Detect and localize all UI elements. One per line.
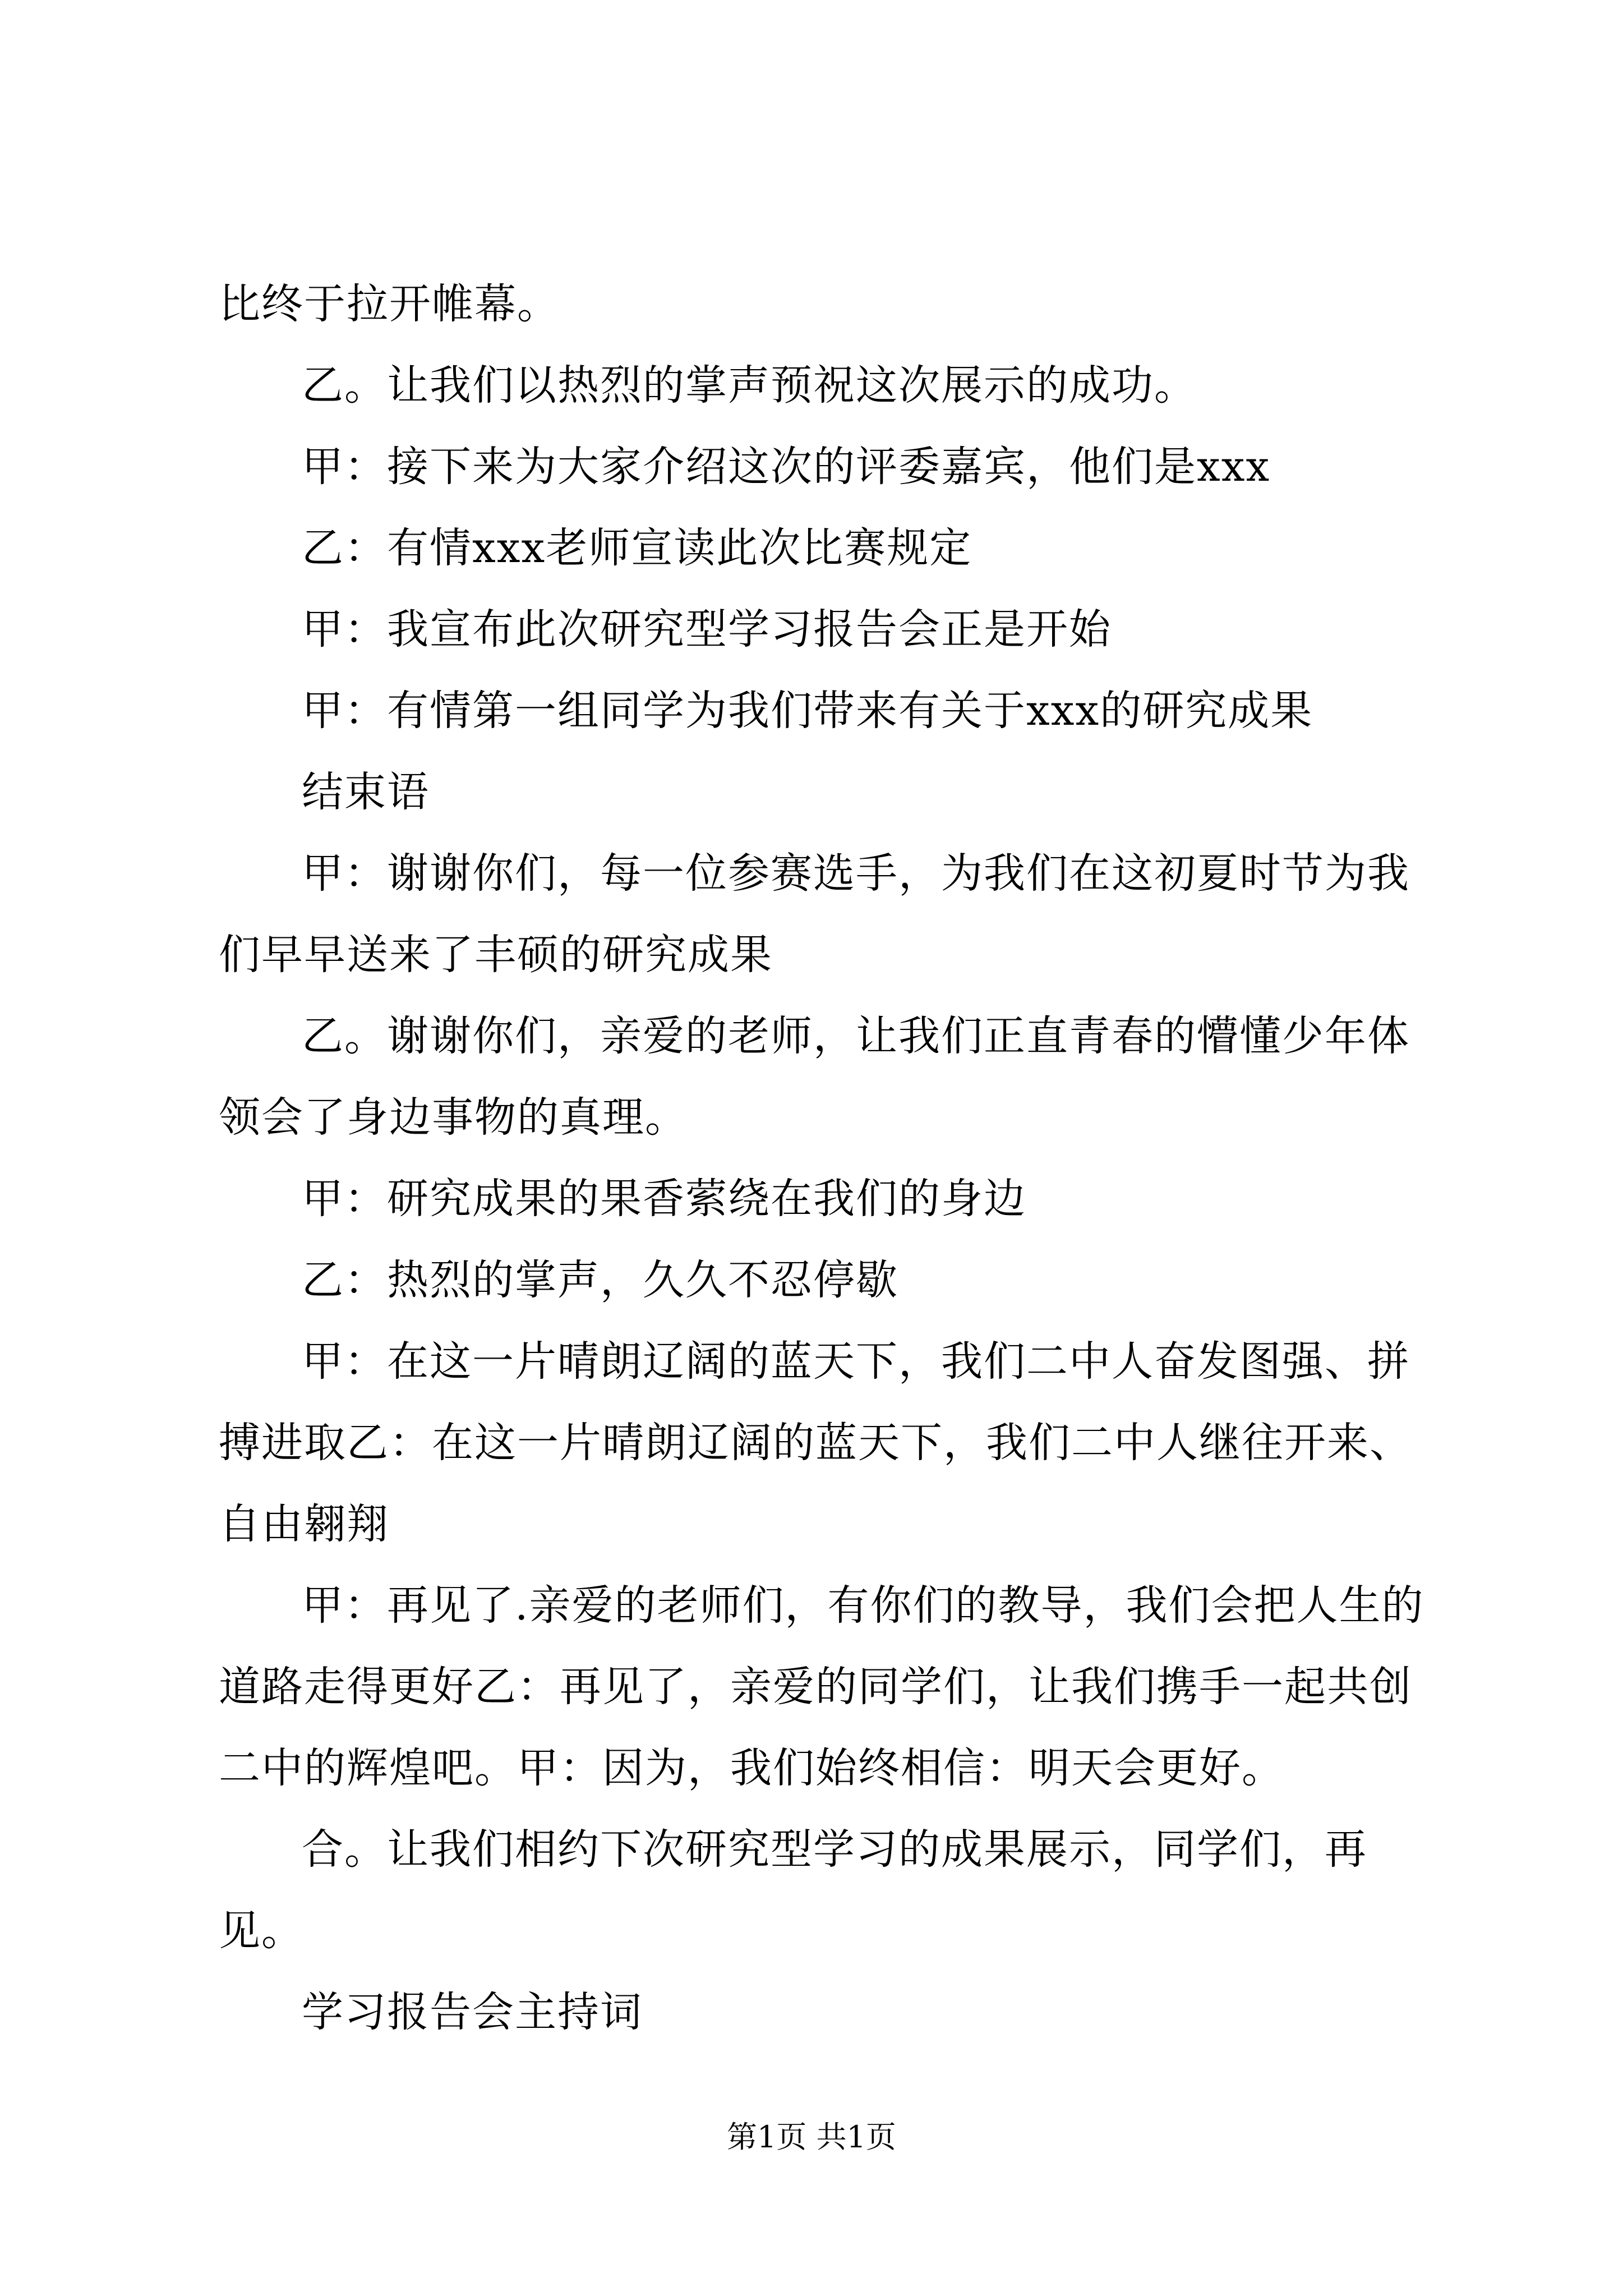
page-number-label: 第1页 共1页: [727, 2119, 896, 2155]
paragraph: 甲：谢谢你们，每一位参赛选手，为我们在这初夏时节为我们早早送来了丰硕的研究成果: [219, 849, 1410, 979]
paragraph: 乙。谢谢你们，亲爱的老师，让我们正直青春的懵懂少年体领会了身边事物的真理。: [219, 1012, 1410, 1142]
section-heading: 结束语: [302, 768, 430, 816]
paragraph: 乙。让我们以热烈的掌声预祝这次展示的成功。: [302, 361, 1197, 409]
paragraph: 比终于拉开帷幕。: [219, 280, 560, 328]
paragraph: 甲：研究成果的果香萦绕在我们的身边: [302, 1175, 1026, 1223]
paragraph: 甲：再见了.亲爱的老师们，有你们的教导，我们会把人生的道路走得更好乙：再见了，亲爱的同学们，让我们携手一起共创二中的辉煌吧。甲：因为，我们始终相信：明天会更好。: [219, 1581, 1424, 1792]
paragraph: 甲：在这一片晴朗辽阔的蓝天下，我们二中人奋发图强、拼搏进取乙：在这一片晴朗辽阔的蓝天下，我们二中人继往开来、自由翱翔: [219, 1337, 1412, 1548]
paragraph: 乙：有情xxx老师宣读此次比赛规定: [302, 524, 972, 572]
paragraph: 乙：热烈的掌声，久久不忍停歇: [302, 1256, 898, 1304]
paragraph: 甲：我宣布此次研究型学习报告会正是开始: [302, 605, 1112, 654]
paragraph: 甲：接下来为大家介绍这次的评委嘉宾，他们是xxx: [302, 443, 1271, 491]
paragraph: 合。让我们相约下次研究型学习的成果展示，同学们，再见。: [219, 1825, 1367, 1955]
page-footer: [0, 2118, 1623, 2157]
section-heading: 学习报告会主持词: [302, 1988, 643, 2036]
document-body: [219, 264, 1430, 2053]
paragraph: 甲：有情第一组同学为我们带来有关于xxx的研究成果: [302, 687, 1313, 735]
